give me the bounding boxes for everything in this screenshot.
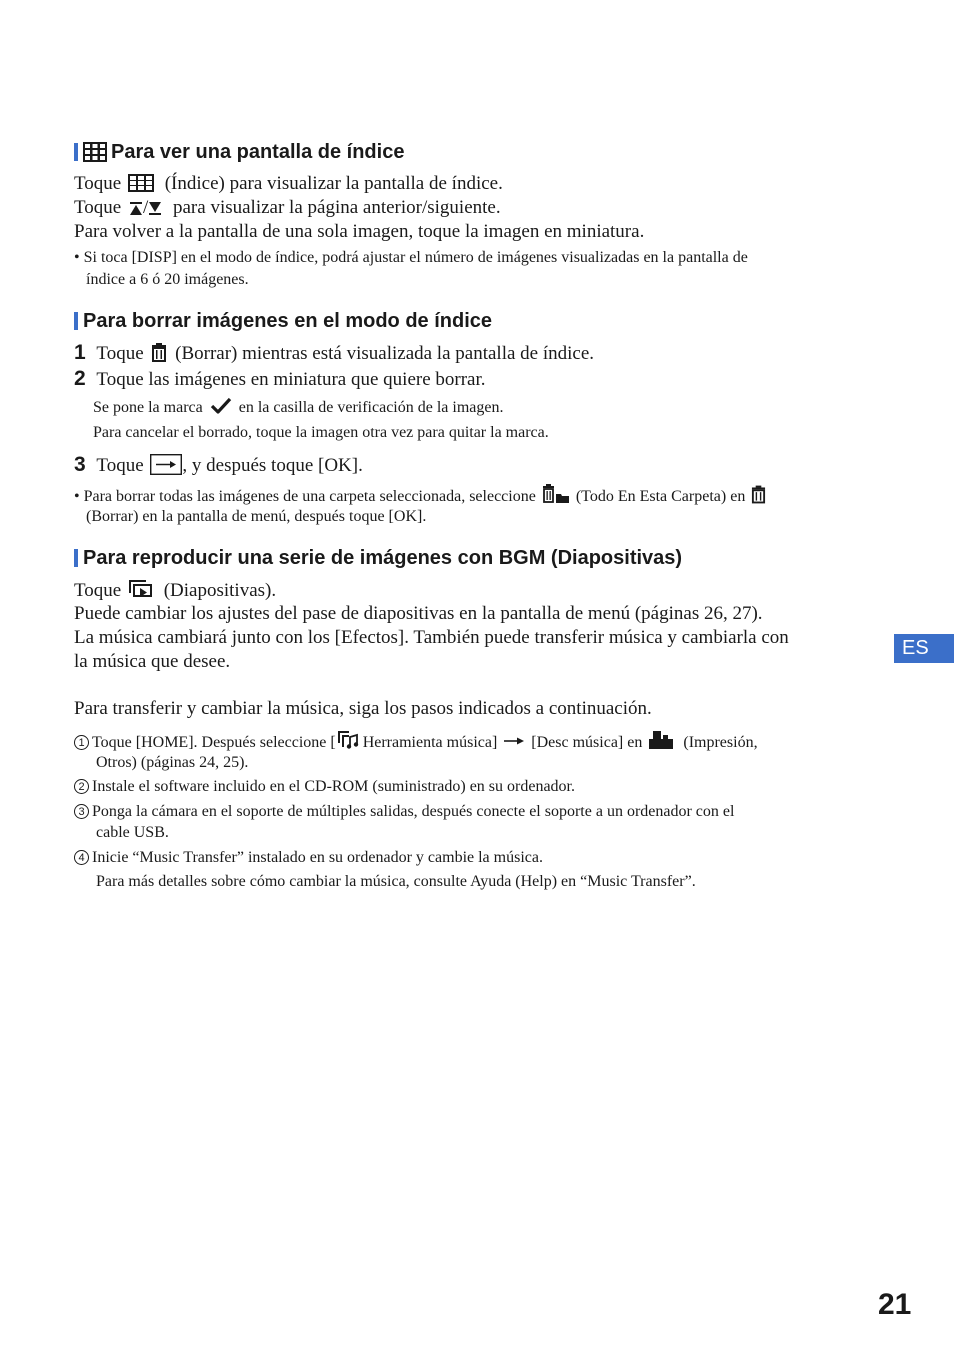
paragraph: Para volver a la pantalla de una sola imagen, toque la imagen en miniatura. — [74, 221, 645, 242]
heading-text: Para reproducir una serie de imágenes con BGM (Diapositivas) — [83, 547, 683, 569]
note: • Si toca [DISP] en el modo de índice, podrá ajustar el número de imágenes visualizadas en la pantalla de — [74, 249, 748, 266]
text: Toque — [74, 580, 122, 601]
text: Toque — [96, 455, 144, 476]
trash-folder-icon — [542, 484, 570, 504]
trash-icon — [151, 343, 167, 362]
text: / — [142, 197, 149, 218]
item-number: 3 — [74, 804, 89, 819]
text: Toque las imágenes en miniatura que quiere borrar. — [96, 369, 486, 390]
heading-bar — [74, 143, 78, 161]
text: Herramienta música] — [362, 734, 498, 751]
heading-slideshow — [74, 547, 682, 569]
printer-others-icon — [648, 730, 674, 750]
text: Toque — [74, 197, 122, 218]
item-number: 1 — [74, 735, 89, 750]
text: [Desc música] en — [531, 734, 643, 751]
heading-bar — [74, 549, 78, 567]
step-2 — [74, 367, 486, 392]
page-number: 21 — [878, 1288, 912, 1321]
heading-text: Para borrar imágenes en el modo de índice — [83, 310, 493, 332]
paragraph — [74, 196, 501, 220]
text: Instale el software incluido en el CD-ROM (suministrado) en su ordenador. — [92, 778, 575, 795]
text: (Borrar) mientras está visualizada la pantalla de índice. — [175, 343, 595, 364]
step-2-detail — [93, 397, 504, 419]
text: en la casilla de verificación de la imagen. — [238, 399, 504, 416]
heading-text: Para ver una pantalla de índice — [111, 141, 405, 163]
note: (Borrar) en la pantalla de menú, después toque [OK]. — [86, 508, 427, 525]
text: Toque — [74, 173, 122, 194]
step-1 — [74, 341, 594, 366]
step-number: 3 — [74, 453, 86, 476]
step-number: 1 — [74, 341, 86, 364]
list-item — [74, 847, 543, 869]
item-number: 2 — [74, 779, 89, 794]
text: (Índice) para visualizar la pantalla de índice. — [164, 173, 503, 194]
text: Toque — [96, 343, 144, 364]
text: Toque [HOME]. Después seleccione [ — [92, 734, 336, 751]
item-number: 4 — [74, 850, 89, 865]
heading-index-view — [74, 141, 404, 163]
arrow-right-icon — [503, 735, 525, 747]
index-icon — [83, 142, 107, 162]
text: Se pone la marca — [93, 399, 203, 416]
list-item — [74, 730, 758, 754]
text: (Diapositivas). — [163, 580, 277, 601]
checkmark-icon — [210, 397, 232, 415]
index-icon — [128, 174, 154, 192]
paragraph: la música que desee. — [74, 651, 231, 672]
paragraph: La música cambiará junto con los [Efectos]. También puede transferir música y cambiarla con — [74, 627, 789, 648]
heading-delete-index — [74, 310, 492, 332]
paragraph: Puede cambiar los ajustes del pase de diapositivas en la pantalla de menú (páginas 26, 27). — [74, 603, 763, 624]
paragraph — [74, 172, 503, 196]
list-item — [74, 801, 734, 823]
next-page-icon — [148, 201, 162, 216]
step-2-detail: Para cancelar el borrado, toque la imagen otra vez para quitar la marca. — [93, 424, 549, 441]
text: (Todo En Esta Carpeta) en — [575, 488, 746, 505]
text: • Para borrar todas las imágenes de una carpeta seleccionada, seleccione — [74, 488, 536, 505]
paragraph — [74, 579, 276, 603]
language-tab: ES — [894, 634, 954, 663]
step-3 — [74, 453, 363, 478]
text: Ponga la cámara en el soporte de múltiples salidas, después conecte el soporte a un ordenador con el — [92, 803, 735, 820]
note: índice a 6 ó 20 imágenes. — [86, 271, 249, 288]
music-tool-icon — [337, 730, 359, 750]
text: Inicie “Music Transfer” instalado en su ordenador y cambie la música. — [92, 849, 543, 866]
note — [74, 484, 766, 508]
list-item — [74, 776, 575, 798]
trash-icon — [751, 485, 766, 504]
list-item-cont: cable USB. — [96, 824, 169, 841]
step-number: 2 — [74, 367, 86, 390]
text: , y después toque [OK]. — [182, 455, 363, 476]
text: para visualizar la página anterior/siguiente. — [173, 197, 501, 218]
paragraph: Para transferir y cambiar la música, siga los pasos indicados a continuación. — [74, 698, 652, 719]
prev-page-icon — [129, 201, 143, 216]
next-arrow-button-icon — [150, 454, 182, 475]
slideshow-icon — [128, 579, 154, 599]
text: (Impresión, — [683, 734, 758, 751]
list-item-cont: Otros) (páginas 24, 25). — [96, 754, 249, 771]
list-item-cont: Para más detalles sobre cómo cambiar la música, consulte Ayuda (Help) en “Music Transfer”. — [96, 873, 696, 890]
heading-bar — [74, 312, 78, 330]
